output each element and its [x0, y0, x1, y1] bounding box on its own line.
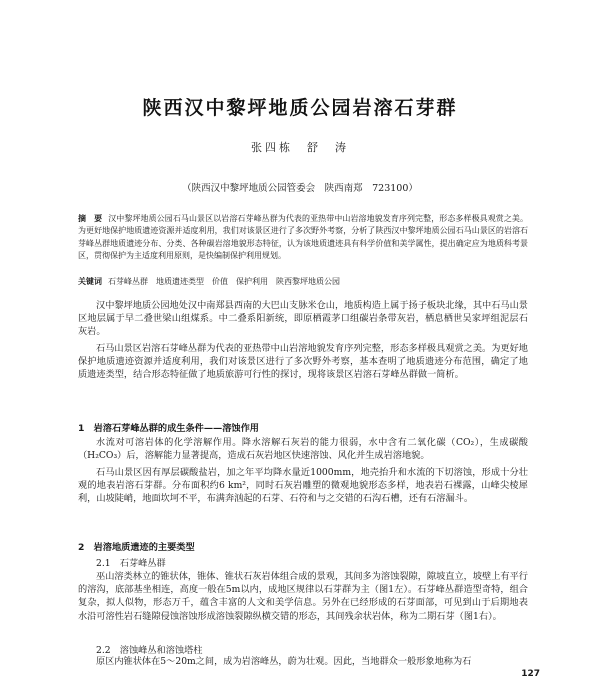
abstract-block — [78, 212, 528, 263]
section-2-2-paragraph: 原区内锥状体在5～20m之间，成为岩溶峰丛，蔚为壮观。因此，当地群众一般形象地称为石 — [96, 656, 472, 667]
subsection-2-1-heading: 2.1 石芽峰丛群 — [96, 558, 166, 569]
section-2-heading: 2 岩溶地质遗迹的主要类型 — [78, 542, 195, 553]
subsection-2-2-heading: 2.2 溶蚀峰丛和溶蚀塔柱 — [96, 645, 203, 656]
keywords-label: 关键词 — [78, 276, 102, 286]
page-number: 127 — [521, 669, 540, 679]
section-1-paragraph-2: 石马山景区因有厚层碳酸盐岩，加之年平均降水量近1000mm，地壳抬升和水流的下切溶蚀，形成十分壮观的地表岩溶石芽群。分布面积约6 km²，同时石灰岩雕塑的微观地貌形态多样，地表岩石裸露，山峰尖棱犀利，山坡陡峭，地面坎坷不平，布满奔汹起的石芽、石符和与之交错的石沟石槽，还有石溶漏斗。 — [78, 467, 528, 505]
author-affiliation: （陕西汉中黎坪地质公园管委会 陕西南郑 723100） — [182, 183, 418, 194]
intro-paragraph-1: 汉中黎坪地质公园地处汉中南郑县西南的大巴山支脉米仓山，地质构造上属于扬子板块北缘，其中石马山景区地层属于早二叠世梁山组煤系。中二叠系阳新统，即原栖霞茅口组碳岩条带灰岩，栖息栖世吴家坪组泥层石灰岩。 — [78, 300, 528, 338]
abstract-text: 汉中黎坪地质公园石马山景区以岩溶石芽峰丛群为代表的亚热带中山岩溶地貌发育序列完整，形态多样极具观赏之美。为更好地保护地质遗迹资源并适度利用，我们对该景区进行了多次野外考察，分析了陕西汉中黎坪地质公园石马山景区的岩溶石芽峰丛群地质遗迹分布、分类、各种碳岩溶地貌形态特征，认为该地质遗迹具有科学价值和美学属性，提出确定应为地质科考景区，贯彻保护为主适度利用原则，是快编制保护利用规划。 — [78, 214, 529, 261]
article-authors: 张四栋 舒 涛 — [251, 141, 349, 154]
abstract-label: 摘 要 — [78, 213, 103, 223]
article-title: 陕西汉中黎坪地质公园岩溶石芽群 — [142, 97, 458, 119]
section-1-heading: 1 岩溶石芽峰丛群的成生条件——溶蚀作用 — [78, 423, 259, 434]
keywords-text: 石芽峰丛群 地质遗迹类型 价值 保护利用 陕西黎坪地质公园 — [108, 277, 340, 286]
section-2-1-paragraph: 巫山溶类林立的锥状体，锥体、锥状石灰岩体组合成的景观，其间多为溶蚀裂隙，隙坡直立，坡壁上有平行的溶沟，底部基坐相连，高度一般在5m以内，成地区规律以石芽群为主（图1左）。石芽峰丛群造型奇特，组合复杂，拟人似物，形态万千，蕴含丰富的人文和美学信息。另外在已经形成的石芽面部，可见到山于后期地表水沿可溶性岩石缝隙侵蚀溶蚀形成溶蚀裂隙纵横交错的形态，其间残余状岩体，称为二期石芽（图1右）。 — [78, 571, 528, 622]
keywords-block — [78, 275, 528, 288]
section-1-paragraph-1: 水流对可溶岩体的化学溶解作用。降水溶解石灰岩的能力很弱，水中含有二氧化碳（CO₂），生成碳酸（H₂CO₃）后，溶解能力显著提高，造成石灰岩地区快速溶蚀、风化并生成岩溶地貌。 — [78, 437, 528, 462]
intro-paragraph-2: 石马山景区岩溶石芽峰丛群为代表的亚热带中山岩溶地貌发育序列完整，形态多样极具观赏之美。为更好地保护地质遗迹资源并适度利用，我们对该景区进行了多次野外考察，基本查明了地质遗迹分布范围，确定了地质遗迹类型，结合形态特征做了地质旅游可行性的探讨，现将该景区岩溶石芽峰丛群做一简析。 — [78, 343, 528, 381]
